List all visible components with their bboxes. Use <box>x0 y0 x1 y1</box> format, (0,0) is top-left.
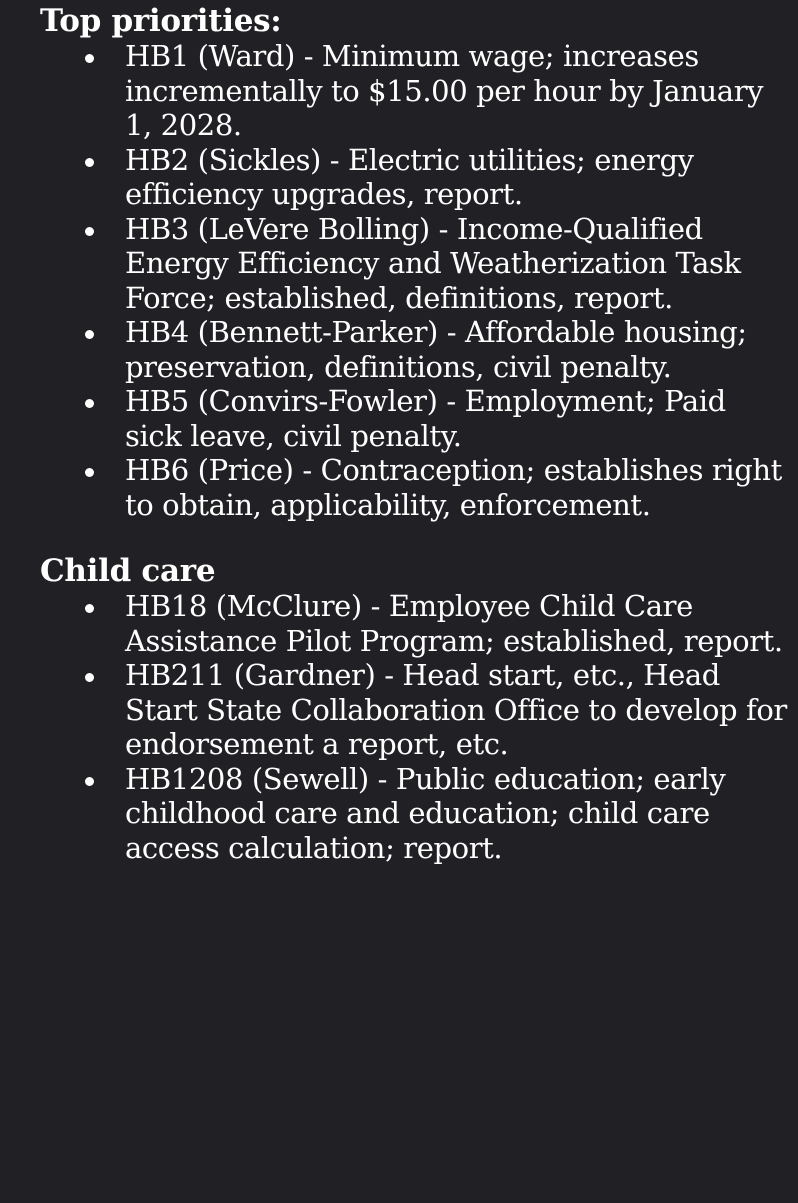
list-item <box>125 762 798 866</box>
list-item-text: HB4 (Bennett-Parker) - Affordable housing; preservation, definitions, civil penalty. <box>125 315 747 384</box>
bullet-icon <box>85 227 94 236</box>
list-item <box>125 315 798 384</box>
section-heading: Child care <box>40 553 216 589</box>
list-item <box>125 384 798 453</box>
bill-list <box>40 39 798 522</box>
section-heading: Top priorities: <box>40 3 282 39</box>
list-item-text: HB1208 (Sewell) - Public education; early childhood care and education; child care access calculation; report. <box>125 761 726 865</box>
list-item <box>125 212 798 316</box>
list-item-text: HB3 (LeVere Bolling) - Income-Qualified Energy Efficiency and Weatherization Task Force; established, definitions, report. <box>125 211 741 315</box>
list-item <box>125 39 798 143</box>
list-item <box>125 453 798 522</box>
section-top-priorities <box>40 3 798 522</box>
list-item <box>125 658 798 762</box>
bullet-icon <box>85 673 94 682</box>
list-item-text: HB6 (Price) - Contraception; establishes right to obtain, applicability, enforcement. <box>125 453 782 522</box>
bill-list <box>40 589 798 865</box>
bullet-icon <box>85 158 94 167</box>
bullet-icon <box>85 54 94 63</box>
bullet-icon <box>85 777 94 786</box>
bullet-icon <box>85 468 94 477</box>
list-item-text: HB1 (Ward) - Minimum wage; increases incrementally to $15.00 per hour by January 1, 2028. <box>125 39 764 142</box>
list-item-text: HB5 (Convirs-Fowler) - Employment; Paid sick leave, civil penalty. <box>125 384 726 453</box>
section-child-care <box>40 553 798 865</box>
list-item-text: HB2 (Sickles) - Electric utilities; energy efficiency upgrades, report. <box>125 142 694 211</box>
bullet-icon <box>85 330 94 339</box>
list-item-text: HB211 (Gardner) - Head start, etc., Head Start State Collaboration Office to develop for endorsement a report, etc. <box>125 658 787 761</box>
bullet-icon <box>85 399 94 408</box>
bullet-icon <box>85 604 94 613</box>
list-item <box>125 143 798 212</box>
list-item-text: HB18 (McClure) - Employee Child Care Assistance Pilot Program; established, report. <box>125 589 783 658</box>
document-page <box>0 3 798 1203</box>
list-item <box>125 589 798 658</box>
